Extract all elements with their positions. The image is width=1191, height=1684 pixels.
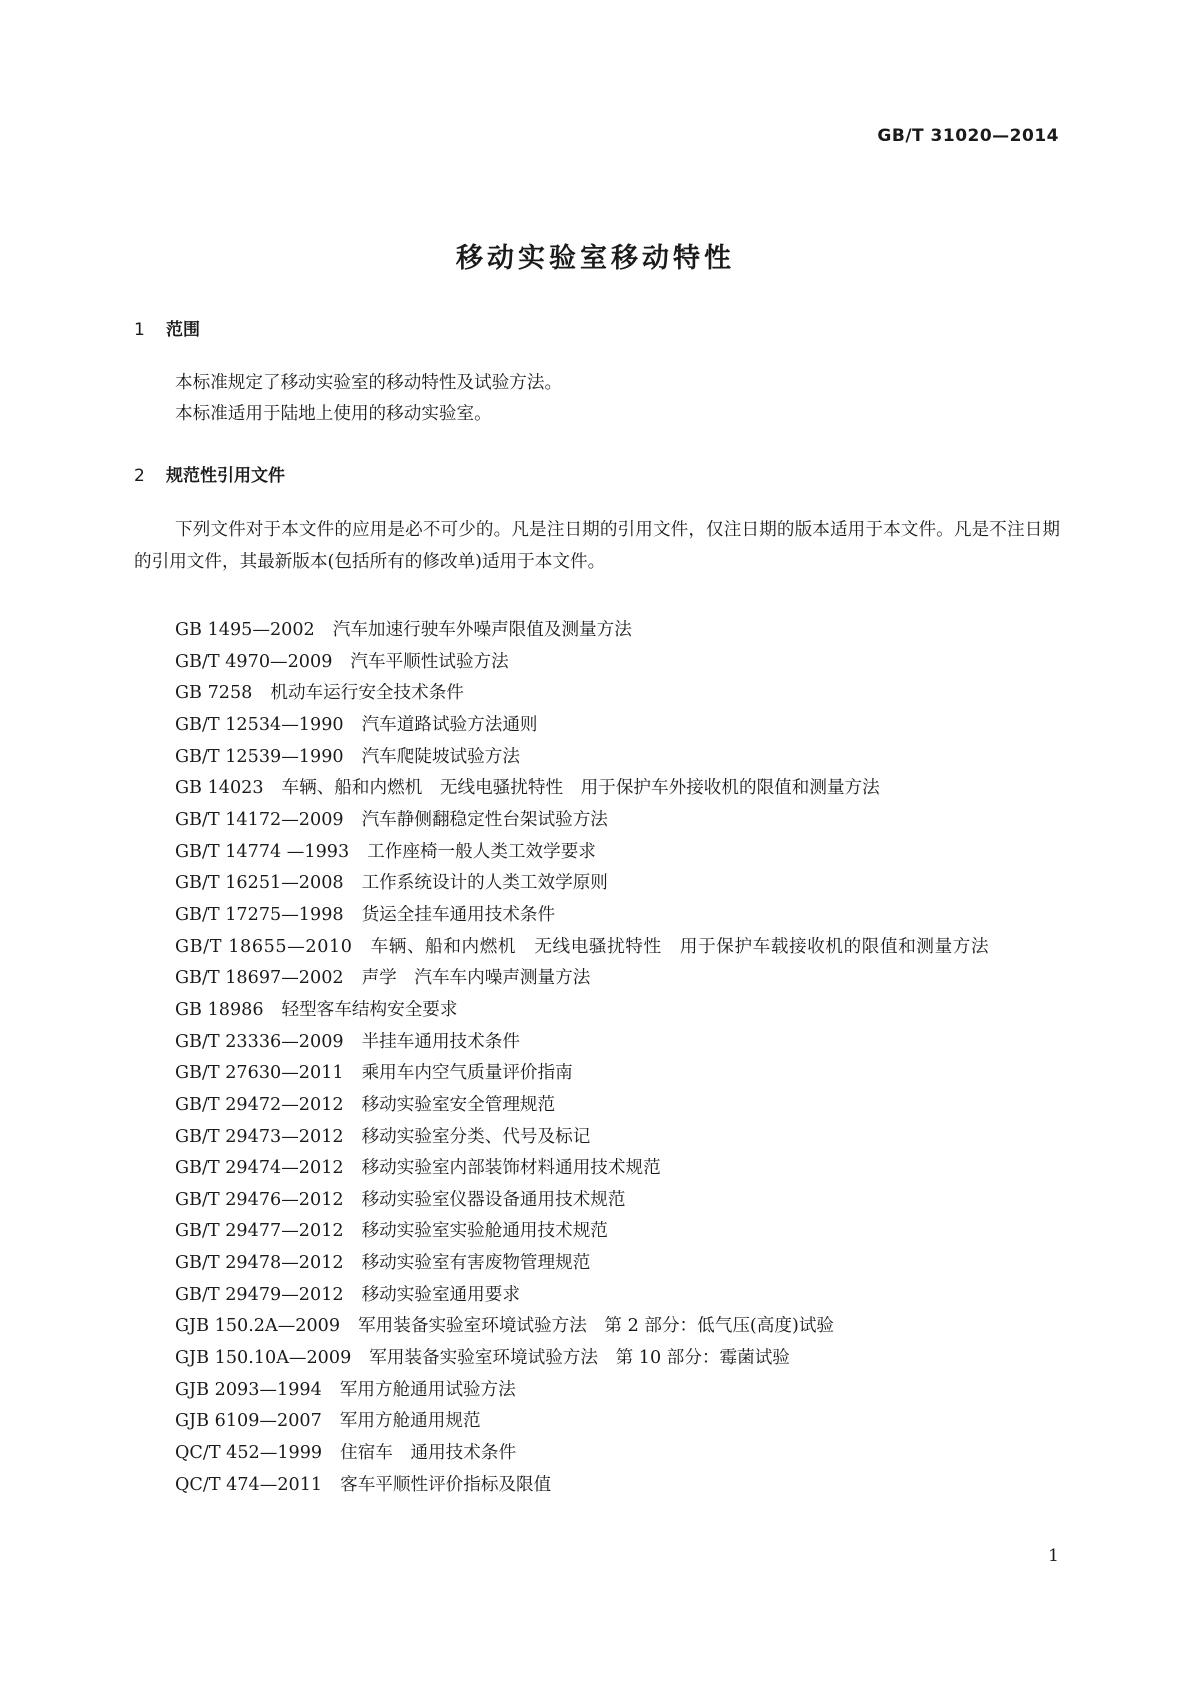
reference-item bbox=[134, 868, 1060, 900]
reference-code: GB 18986 bbox=[175, 999, 264, 1020]
reference-title: 军用装备实验室环境试验方法 第 2 部分：低气压(高度)试验 bbox=[358, 1316, 835, 1337]
document-title: 移动实验室移动特性 bbox=[456, 243, 735, 274]
section-2-title: 规范性引用文件 bbox=[166, 466, 285, 486]
reference-code: GJB 150.2A—2009 bbox=[175, 1316, 341, 1337]
reference-code: GB/T 29477—2012 bbox=[175, 1221, 344, 1242]
reference-title: 移动实验室实验舱通用技术规范 bbox=[361, 1221, 608, 1242]
reference-item bbox=[134, 1027, 1060, 1059]
reference-code: GB/T 14774 —1993 bbox=[175, 841, 350, 862]
reference-list bbox=[134, 615, 1060, 1501]
reference-item bbox=[134, 678, 1060, 710]
reference-code: GB/T 27630—2011 bbox=[175, 1063, 344, 1084]
standard-code: GB/T 31020—2014 bbox=[877, 126, 1059, 146]
reference-item bbox=[134, 995, 1060, 1027]
reference-code: GB/T 29472—2012 bbox=[175, 1094, 344, 1115]
reference-title: 移动实验室仪器设备通用技术规范 bbox=[361, 1189, 626, 1210]
reference-code: GB/T 12534—1990 bbox=[175, 714, 344, 735]
reference-title: 半挂车通用技术条件 bbox=[361, 1031, 520, 1052]
section-1-title: 范围 bbox=[166, 320, 200, 340]
reference-item bbox=[134, 805, 1060, 837]
reference-code: GB/T 18697—2002 bbox=[175, 968, 344, 989]
reference-title: 工作系统设计的人类工效学原则 bbox=[361, 873, 608, 894]
reference-title: 声学 汽车车内噪声测量方法 bbox=[361, 968, 591, 989]
reference-title: 军用方舱通用试验方法 bbox=[339, 1379, 516, 1400]
reference-title: 移动实验室通用要求 bbox=[361, 1284, 520, 1305]
reference-item bbox=[134, 1153, 1060, 1185]
reference-title: 军用方舱通用规范 bbox=[339, 1411, 481, 1432]
reference-item bbox=[134, 1406, 1060, 1438]
reference-title: 车辆、船和内燃机 无线电骚扰特性 用于保护车外接收机的限值和测量方法 bbox=[281, 778, 880, 799]
reference-item bbox=[134, 1185, 1060, 1217]
reference-code: GB/T 16251—2008 bbox=[175, 873, 344, 894]
reference-title: 汽车爬陡坡试验方法 bbox=[361, 746, 520, 767]
reference-item bbox=[134, 1058, 1060, 1090]
reference-code: GB/T 29474—2012 bbox=[175, 1158, 344, 1179]
reference-item bbox=[134, 773, 1060, 805]
reference-title: 移动实验室安全管理规范 bbox=[361, 1094, 556, 1115]
reference-code: GB 14023 bbox=[175, 778, 264, 799]
reference-code: GB/T 17275—1998 bbox=[175, 904, 344, 925]
reference-code: GB/T 23336—2009 bbox=[175, 1031, 344, 1052]
reference-code: GJB 2093—1994 bbox=[175, 1379, 322, 1400]
reference-code: GJB 6109—2007 bbox=[175, 1411, 322, 1432]
reference-item bbox=[134, 1311, 1060, 1343]
reference-title: 汽车道路试验方法通则 bbox=[361, 714, 538, 735]
scope-paragraph-1: 本标准规定了移动实验室的移动特性及试验方法。 bbox=[175, 373, 563, 393]
reference-item bbox=[134, 1248, 1060, 1280]
section-2-number: 2 bbox=[134, 466, 145, 486]
reference-title: 住宿车 通用技术条件 bbox=[340, 1443, 517, 1464]
section-2-heading bbox=[134, 461, 285, 486]
reference-code: GB/T 29479—2012 bbox=[175, 1284, 344, 1305]
reference-title: 机动车运行安全技术条件 bbox=[270, 683, 464, 704]
reference-item bbox=[134, 647, 1060, 679]
reference-title: 移动实验室有害废物管理规范 bbox=[361, 1253, 591, 1274]
reference-item bbox=[134, 1122, 1060, 1154]
reference-code: GB/T 29473—2012 bbox=[175, 1126, 344, 1147]
reference-code: GB/T 12539—1990 bbox=[175, 746, 344, 767]
reference-code: GB/T 29476—2012 bbox=[175, 1189, 344, 1210]
reference-item bbox=[134, 1438, 1060, 1470]
reference-code: QC/T 452—1999 bbox=[175, 1443, 323, 1464]
page-number: 1 bbox=[1048, 1546, 1059, 1566]
reference-item bbox=[134, 1375, 1060, 1407]
reference-code: GB/T 18655—2010 bbox=[175, 936, 353, 957]
reference-item bbox=[134, 932, 1060, 964]
section-1-number: 1 bbox=[134, 320, 145, 340]
reference-title: 轻型客车结构安全要求 bbox=[281, 999, 458, 1020]
reference-item bbox=[134, 963, 1060, 995]
reference-title: 汽车静侧翻稳定性台架试验方法 bbox=[361, 809, 608, 830]
reference-item bbox=[134, 615, 1060, 647]
references-intro: 下列文件对于本文件的应用是必不可少的。凡是注日期的引用文件，仅注日期的版本适用于本文件。凡是不注日期的引用文件，其最新版本(包括所有的修改单)适用于本文件。 bbox=[134, 520, 1060, 572]
reference-title: 汽车加速行驶车外噪声限值及测量方法 bbox=[332, 620, 632, 640]
reference-code: GB/T 4970—2009 bbox=[175, 651, 333, 672]
reference-title: 汽车平顺性试验方法 bbox=[350, 651, 509, 672]
section-1-heading bbox=[134, 315, 200, 340]
reference-code: GB/T 29478—2012 bbox=[175, 1253, 344, 1274]
scope-paragraph-2: 本标准适用于陆地上使用的移动实验室。 bbox=[175, 404, 492, 424]
reference-title: 军用装备实验室环境试验方法 第 10 部分：霉菌试验 bbox=[369, 1348, 790, 1369]
reference-title: 货运全挂车通用技术条件 bbox=[361, 904, 556, 925]
reference-code: GJB 150.10A—2009 bbox=[175, 1348, 352, 1369]
reference-code: GB/T 14172—2009 bbox=[175, 809, 344, 830]
reference-item bbox=[134, 1216, 1060, 1248]
reference-title: 乘用车内空气质量评价指南 bbox=[361, 1063, 573, 1084]
reference-item bbox=[134, 1090, 1060, 1122]
reference-code: QC/T 474—2011 bbox=[175, 1474, 323, 1495]
reference-title: 移动实验室分类、代号及标记 bbox=[361, 1126, 591, 1147]
reference-title: 客车平顺性评价指标及限值 bbox=[340, 1474, 552, 1495]
reference-item bbox=[134, 1280, 1060, 1312]
reference-title: 移动实验室内部装饰材料通用技术规范 bbox=[361, 1158, 661, 1179]
reference-title: 车辆、船和内燃机 无线电骚扰特性 用于保护车载接收机的限值和测量方法 bbox=[370, 936, 990, 957]
reference-code: GB 7258 bbox=[175, 683, 253, 704]
reference-item bbox=[134, 710, 1060, 742]
reference-title: 工作座椅一般人类工效学要求 bbox=[367, 841, 596, 862]
reference-item bbox=[134, 1343, 1060, 1375]
reference-item bbox=[134, 900, 1060, 932]
reference-item bbox=[134, 837, 1060, 869]
reference-code: GB 1495—2002 bbox=[175, 620, 315, 640]
reference-item bbox=[134, 1470, 1060, 1502]
reference-item bbox=[134, 742, 1060, 774]
